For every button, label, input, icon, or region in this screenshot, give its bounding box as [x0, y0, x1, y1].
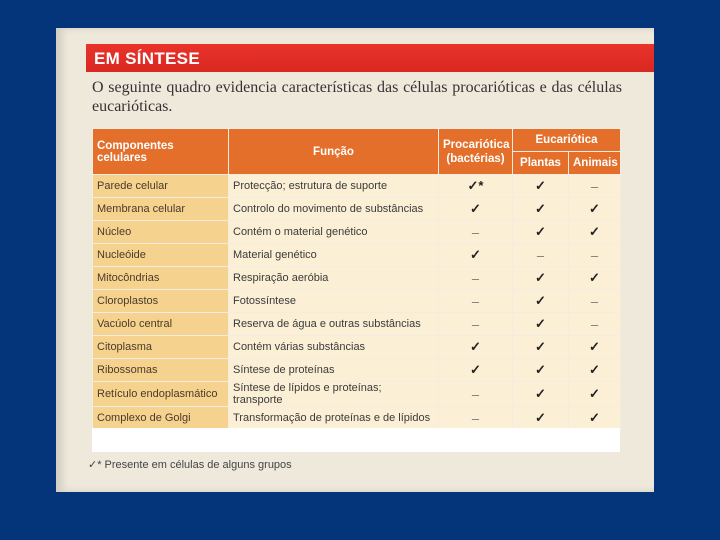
function-cell: Contém o material genético	[229, 221, 439, 244]
component-cell: Mitocôndrias	[93, 267, 229, 290]
prokaryote-cell: –	[439, 313, 513, 336]
plant-cell: ✓	[513, 198, 569, 221]
textbook-page	[56, 28, 654, 492]
section-banner	[86, 44, 654, 72]
animal-cell: –	[569, 175, 621, 198]
animal-cell: –	[569, 290, 621, 313]
component-cell: Núcleo	[93, 221, 229, 244]
animal-cell: –	[569, 313, 621, 336]
table-row	[93, 175, 621, 198]
component-cell: Membrana celular	[93, 198, 229, 221]
table-row	[93, 198, 621, 221]
header-animals: Animais	[569, 152, 621, 175]
plant-cell: ✓	[513, 290, 569, 313]
component-cell: Vacúolo central	[93, 313, 229, 336]
footnote: ✓* Presente em células de alguns grupos	[88, 459, 292, 471]
table-row	[93, 407, 621, 430]
function-cell: Controlo do movimento de substâncias	[229, 198, 439, 221]
function-cell: Contém várias substâncias	[229, 336, 439, 359]
component-cell: Ribossomas	[93, 359, 229, 382]
animal-cell: ✓	[569, 336, 621, 359]
component-cell: Parede celular	[93, 175, 229, 198]
plant-cell: ✓	[513, 175, 569, 198]
prokaryote-cell: –	[439, 407, 513, 430]
prokaryote-cell: –	[439, 267, 513, 290]
plant-cell: ✓	[513, 407, 569, 430]
plant-cell: –	[513, 244, 569, 267]
table-row	[93, 382, 621, 407]
header-function: Função	[229, 129, 439, 175]
component-cell: Cloroplastos	[93, 290, 229, 313]
header-prokaryote: Procariótica (bactérias)	[439, 129, 513, 175]
animal-cell: ✓	[569, 382, 621, 407]
component-cell: Complexo de Golgi	[93, 407, 229, 430]
table-row	[93, 267, 621, 290]
plant-cell: ✓	[513, 359, 569, 382]
prokaryote-cell: –	[439, 221, 513, 244]
prokaryote-cell: –	[439, 382, 513, 407]
prokaryote-cell: ✓	[439, 244, 513, 267]
function-cell: Respiração aeróbia	[229, 267, 439, 290]
plant-cell: ✓	[513, 267, 569, 290]
table-row	[93, 244, 621, 267]
prokaryote-cell: ✓	[439, 198, 513, 221]
blank-strip	[92, 428, 620, 452]
animal-cell: ✓	[569, 198, 621, 221]
animal-cell: ✓	[569, 221, 621, 244]
animal-cell: ✓	[569, 359, 621, 382]
plant-cell: ✓	[513, 221, 569, 244]
function-cell: Protecção; estrutura de suporte	[229, 175, 439, 198]
table-row	[93, 313, 621, 336]
component-cell: Retículo endoplasmático	[93, 382, 229, 407]
header-components: Componentes celulares	[93, 129, 229, 175]
animal-cell: –	[569, 244, 621, 267]
plant-cell: ✓	[513, 382, 569, 407]
function-cell: Fotossíntese	[229, 290, 439, 313]
prokaryote-cell: ✓*	[439, 175, 513, 198]
table-row	[93, 290, 621, 313]
prokaryote-cell: ✓	[439, 336, 513, 359]
prokaryote-cell: ✓	[439, 359, 513, 382]
prokaryote-cell: –	[439, 290, 513, 313]
synthesis-table	[92, 128, 621, 430]
animal-cell: ✓	[569, 267, 621, 290]
animal-cell: ✓	[569, 407, 621, 430]
table-row	[93, 336, 621, 359]
function-cell: Síntese de proteínas	[229, 359, 439, 382]
component-cell: Citoplasma	[93, 336, 229, 359]
header-eukaryote: Eucariótica	[513, 129, 621, 152]
function-cell: Transformação de proteínas e de lípidos	[229, 407, 439, 430]
function-cell: Reserva de água e outras substâncias	[229, 313, 439, 336]
function-cell: Síntese de lípidos e proteínas; transporte	[229, 382, 439, 407]
table-row	[93, 221, 621, 244]
table-row	[93, 359, 621, 382]
plant-cell: ✓	[513, 313, 569, 336]
section-title: EM SÍNTESE	[94, 49, 200, 68]
function-cell: Material genético	[229, 244, 439, 267]
intro-paragraph: O seguinte quadro evidencia características das células procarióticas e das células eucarióticas.	[92, 79, 622, 115]
header-plants: Plantas	[513, 152, 569, 175]
component-cell: Nucleóide	[93, 244, 229, 267]
plant-cell: ✓	[513, 336, 569, 359]
